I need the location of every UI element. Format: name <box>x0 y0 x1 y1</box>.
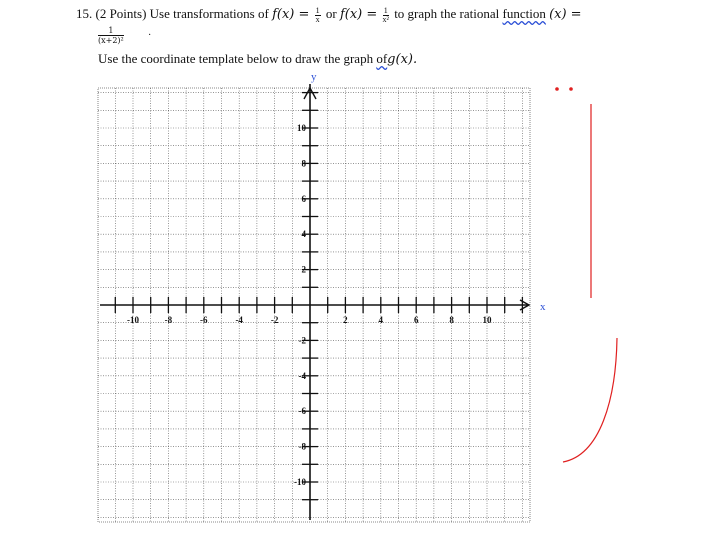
y-tick-label: -4 <box>298 370 306 381</box>
instruction-body: Use the coordinate template below to draw the graph <box>98 51 374 66</box>
ink-curve <box>563 338 617 462</box>
x-tick-label: 6 <box>413 315 419 325</box>
question-number: 15. <box>76 6 93 21</box>
f2-lhs: f(x) = <box>339 7 378 22</box>
y-tick-label: -8 <box>298 441 306 452</box>
y-tick-label: 6 <box>301 193 306 204</box>
y-tick-label: 10 <box>297 123 306 133</box>
x-tick-label: 2 <box>343 315 348 325</box>
y-tick-label: 4 <box>301 229 306 240</box>
x-tick-label: 4 <box>378 315 384 325</box>
x-tick-label: -6 <box>200 315 208 325</box>
g-of-x: g(x). <box>387 52 418 67</box>
of-word: of <box>376 51 388 66</box>
g-numerator: 1 <box>98 26 124 36</box>
x-tick-label: -4 <box>235 315 243 325</box>
y-axis-label: y <box>311 71 317 83</box>
x-tick-label: 8 <box>449 315 454 325</box>
g-tail: · <box>148 30 152 41</box>
x-tick-label: 10 <box>482 315 492 325</box>
question-points: (2 Points) <box>95 6 147 21</box>
f1-lhs: f(x) = <box>272 7 310 22</box>
or-word: or <box>325 6 337 21</box>
function-word: function <box>502 6 546 21</box>
f2-numerator: 1 <box>383 5 388 15</box>
x-tick-label: -8 <box>164 315 173 325</box>
axes <box>100 84 529 520</box>
x-tick-label: -10 <box>127 315 139 325</box>
y-tick-label: -2 <box>298 335 306 346</box>
handwritten-marks <box>555 87 617 462</box>
question-middle: to graph the rational <box>394 6 500 21</box>
question-prefix: Use transformations of <box>149 6 269 21</box>
f1-numerator: 1 <box>315 5 320 15</box>
y-tick-label: 2 <box>301 264 306 275</box>
g-denominator: (x+2)² <box>98 36 124 45</box>
axis-ticks <box>115 93 522 500</box>
ink-dot <box>555 87 559 91</box>
y-tick-label: -10 <box>294 477 306 487</box>
x-axis-label: x <box>540 301 546 313</box>
g-expression: (x) = <box>549 7 582 22</box>
y-tick-label: 8 <box>301 158 306 169</box>
f2-denominator: x² <box>382 14 389 24</box>
f1-denominator: x <box>315 14 320 24</box>
x-tick-label: -2 <box>270 315 279 325</box>
ink-dot <box>569 87 573 91</box>
y-tick-label: -6 <box>298 406 306 417</box>
